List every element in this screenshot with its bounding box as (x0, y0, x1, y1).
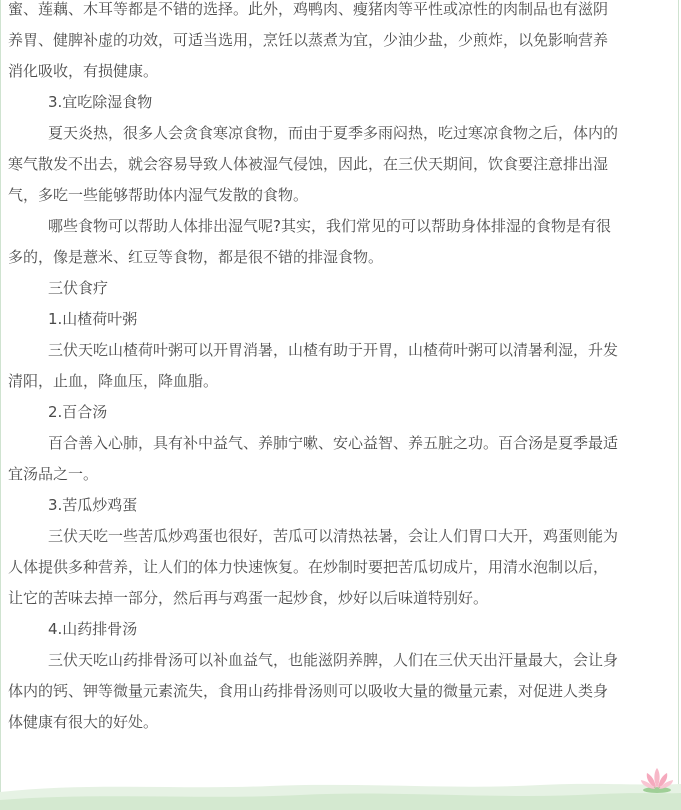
article-line: 1.山楂荷叶粥 (48, 310, 138, 328)
article-line: 体内的钙、钾等微量元素流失，食用山药排骨汤则可以吸收大量的微量元素，对促进人类身 (8, 682, 609, 700)
article-line: 消化吸收，有损健康。 (8, 62, 159, 80)
article-line: 清阳，止血，降血压，降血脂。 (8, 372, 219, 390)
article-line: 让它的苦味去掉一部分，然后再与鸡蛋一起炒食，炒好以后味道特别好。 (8, 589, 489, 607)
article-line: 哪些食物可以帮助人体排出湿气呢?其实，我们常见的可以帮助身体排湿的食物是有很 (48, 217, 611, 235)
article-line: 养胃、健脾补虚的功效，可适当选用，烹饪以蒸煮为宜，少油少盐，少煎炸，以免影响营养 (8, 31, 609, 49)
article-body (8, 0, 672, 738)
article-line: 蜜、莲藕、木耳等都是不错的选择。此外，鸡鸭肉、瘦猪肉等平性或凉性的肉制品也有滋阴 (8, 0, 609, 18)
article-line: 三伏天吃山楂荷叶粥可以开胃消暑，山楂有助于开胃，山楂荷叶粥可以清暑利湿，升发 (48, 341, 619, 359)
article-line: 百合善入心肺，具有补中益气、养肺宁嗽、安心益智、养五脏之功。百合汤是夏季最适 (48, 434, 619, 452)
bottom-decoration (0, 760, 681, 810)
article-line: 体健康有很大的好处。 (8, 713, 159, 731)
article-line: 三伏天吃一些苦瓜炒鸡蛋也很好，苦瓜可以清热祛暑，会让人们胃口大开，鸡蛋则能为 (48, 527, 619, 545)
article-line: 人体提供多种营养，让人们的体力快速恢复。在炒制时要把苦瓜切成片，用清水泡制以后， (8, 558, 609, 576)
article-line: 2.百合汤 (48, 403, 108, 421)
article-line: 3.苦瓜炒鸡蛋 (48, 496, 138, 514)
article-line: 三伏食疗 (48, 279, 109, 297)
article-line: 3.宜吃除湿食物 (48, 93, 153, 111)
article-line: 夏天炎热，很多人会贪食寒凉食物，而由于夏季多雨闷热，吃过寒凉食物之后，体内的 (48, 124, 619, 142)
article-line: 寒气散发不出去，就会容易导致人体被湿气侵蚀，因此，在三伏天期间，饮食要注意排出湿 (8, 155, 609, 173)
article-line: 三伏天吃山药排骨汤可以补血益气，也能滋阴养脾，人们在三伏天出汗量最大，会让身 (48, 651, 619, 669)
article-line: 多的，像是薏米、红豆等食物，都是很不错的排湿食物。 (8, 248, 384, 266)
lotus-flower-icon (641, 768, 673, 793)
article-line: 4.山药排骨汤 (48, 620, 138, 638)
article-line: 气，多吃一些能够帮助体内湿气发散的食物。 (8, 186, 309, 204)
article-line: 宜汤品之一。 (8, 465, 99, 483)
